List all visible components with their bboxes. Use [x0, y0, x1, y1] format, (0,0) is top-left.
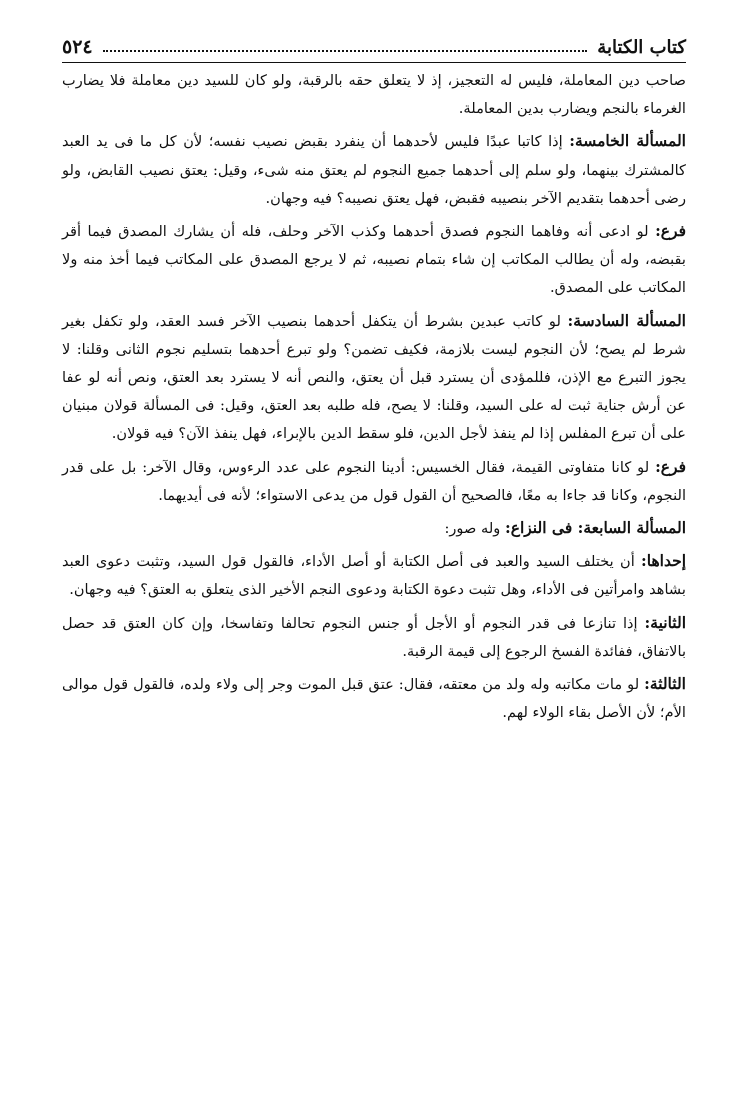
- paragraph-text: صاحب دين المعاملة، فليس له التعجيز، إذ لا يتعلق حقه بالرقبة، ولو كان للسيد دين معاملة فلا يضارب الغرماء بالنجم ويضارب بدين المعاملة.: [62, 72, 686, 118]
- paragraph-text: وله صور:: [444, 520, 505, 538]
- paragraph: [62, 547, 686, 604]
- paragraph-text: لو ادعى أنه وفاهما النجوم فصدق أحدهما وكذب الآخر وحلف، فله أن يشارك المصدق فيما أقر بقبضه، وله أن يطالب المكاتب إن شاء بتمام نصيبه، ثم لا يرجع المصدق على المكاتب فيما أخذ منه ولا المكاتب على المصدق.: [62, 223, 686, 297]
- paragraph: [62, 670, 686, 727]
- paragraph-label: الثالثة:: [644, 674, 686, 694]
- paragraph-text: أن يختلف السيد والعبد فى أصل الكتابة أو أصل الأداء، فالقول قول السيد، وتثبت دعوى العبد بشاهد وامرأتين فى الأداء، وهل تثبت دعوة الكتابة ودعوى النجم الأخير الذى يتعلق به العتق؟ فيه وجهان.: [62, 553, 686, 599]
- paragraph-label: فرع:: [655, 221, 686, 241]
- page-number: ٥٢٤: [62, 36, 93, 58]
- paragraph: [62, 217, 686, 303]
- paragraph-label: الثانية:: [644, 612, 686, 632]
- page-body: [62, 66, 686, 731]
- paragraph: [62, 514, 686, 543]
- paragraph: [62, 66, 686, 123]
- paragraph-text: إذا كاتبا عبدًا فليس لأحدهما أن ينفرد بقبض نصيب نفسه؛ لأن كل ما فى يد العبد كالمشترك بينهما، ولو سلم إلى أحدهما جميع النجوم لم يعتق منه شىء، وقيل: يعتق نصيب القابض، ولو رضى أحدهما بتقديم الآخر بنصيبه فقبض، فهل يعتق نصيبه؟ فيه وجهان.: [62, 133, 686, 207]
- paragraph-label: المسألة الخامسة:: [569, 131, 686, 151]
- page-header: [62, 30, 686, 63]
- leader-dots: [103, 50, 588, 52]
- paragraph-label: إحداها:: [641, 551, 686, 571]
- paragraph-text: لو كاتب عبدين بشرط أن يتكفل أحدهما بنصيب الآخر فسد العقد، ولو تكفل بغير شرط لم يصح؛ لأن النجوم ليست بلازمة، فكيف تضمن؟ ولو تبرع أحدهما بتسليم نجوم الثانى وقلنا: لا يجوز التبرع مع الإذن، فللمؤدى أن يسترد قبل أن يعتق، والنص أنه لا يسترد بعد العتق، ونص أنه لو عفا عن أرش جناية ثبت له على السيد، وقلنا: لا يصح، فله طلبه بعد العتق، وقيل: فى المسألة قولان مبنيان على أن تبرع المفلس إذا لم ينفذ لأجل الدين، فلو سقط الدين بالإبراء، فهل ينفذ الآن؟ فيه قولان.: [62, 312, 686, 443]
- paragraph-text: إذا تنازعا فى قدر النجوم أو الأجل أو جنس النجوم تحالفا وتفاسخا، وإن كان العتق قد حصل بالاتفاق، ففائدة الفسخ الرجوع إلى قيمة الرقبة.: [62, 614, 686, 660]
- paragraph-label: فرع:: [655, 456, 686, 476]
- chapter-title: كتاب الكتابة: [597, 37, 686, 58]
- paragraph-label: المسألة السابعة: فى النزاع:: [504, 518, 686, 538]
- paragraph-text: لو مات مكاتبه وله ولد من معتقه، فقال: عتق قبل الموت وجر إلى ولاء ولده، فالقول قول موالى الأم؛ لأن الأصل بقاء الولاء لهم.: [62, 676, 686, 722]
- paragraph: [62, 609, 686, 666]
- paragraph-text: لو كانا متفاوتى القيمة، فقال الخسيس: أدينا النجوم على عدد الرءوس، وقال الآخر: بل على قدر النجوم، وكانا قد جاءا به معًا، فالصحيح أن القول قول من يدعى الاستواء؛ لأنه فى أيديهما.: [62, 458, 686, 504]
- paragraph-label: المسألة السادسة:: [567, 310, 686, 330]
- paragraph: [62, 127, 686, 213]
- paragraph: [62, 307, 686, 449]
- paragraph: [62, 453, 686, 510]
